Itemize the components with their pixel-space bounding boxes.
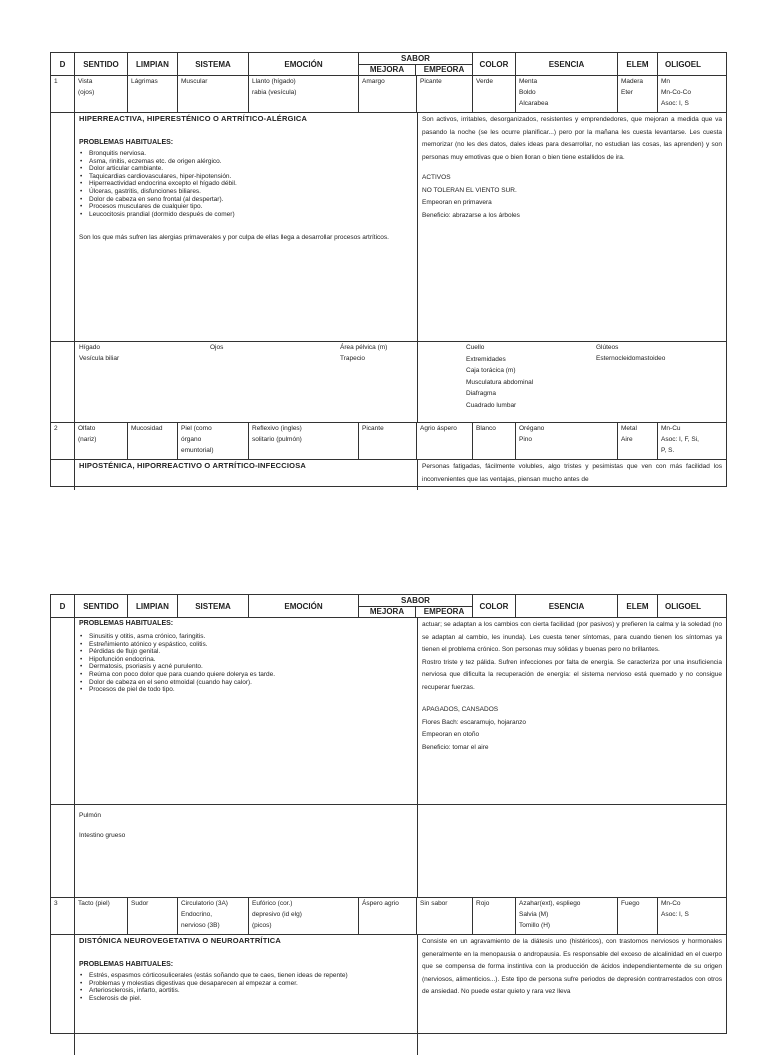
section-title: HIPERREACTIVA, HIPERESTÉNICO O ARTRÍTICO-ALÉRGICA <box>79 114 308 123</box>
table-header <box>51 53 726 76</box>
header-elem: ELEM <box>618 53 658 75</box>
section-1 <box>51 113 726 341</box>
section-title: DISTÓNICA NEUROVEGETATIVA O NEUROARTRÍTICA <box>79 936 282 945</box>
viento-label: NO TOLERAN EL VIENTO SUR. <box>422 186 517 194</box>
list-item: • Procesos musculares de cualquier tipo. <box>85 203 413 211</box>
list-item: • Procesos de piel de todo tipo. <box>85 686 413 694</box>
organ-colon: Intestino grueso <box>79 832 126 839</box>
list-item: • Dolor de cabeza en el seno etmoidal (cuando hay calor). <box>85 679 413 687</box>
table-page-1 <box>50 52 727 487</box>
header-mejora: MEJORA <box>359 65 416 76</box>
list-item: • Estrés, espasmos córticosulicerales (estás soñando que te caes, tienen ideas de repente) <box>85 972 413 980</box>
organs-row-2 <box>51 804 726 897</box>
header-esencia: ESENCIA <box>516 53 618 75</box>
description-text: Consiste en un agravamiento de la diátesis uno (histéricos), con trastornos nerviosos y hormonales generalmente en la menopausia o andropausia. Es responsable del exceso de alcalinidad en el cuerpo que se compensa de forma instintiva con la producción de ácidos independientemente de su origen (nerviosos, alimenticios...). Este tipo de persona sufre periodos de depresión contrarrestados con otros de ansiedad. No puede estar quieto y rara vez lleva <box>422 938 722 995</box>
section-title: HIPOSTÉNICA, HIPORREACTIVO O ARTRÍTICO-INFECCIOSA <box>79 461 307 470</box>
activos-label: ACTIVOS <box>422 174 451 181</box>
list-item: • Pérdidas de flujo genital. <box>85 648 413 656</box>
list-item: • Leucocitosis prandial (dormido después de comer) <box>85 211 413 219</box>
organs-row-1 <box>51 341 726 422</box>
section-3 <box>51 935 726 1055</box>
organ-lung: Pulmón <box>79 812 102 819</box>
problems-title: PROBLEMAS HABITUALES: <box>79 620 174 627</box>
header-limpian: LIMPIAN <box>128 53 178 75</box>
list-item: • Sinusitis y otitis, asma crónico, faringitis. <box>85 633 413 641</box>
header-sabor: SABOR MEJORA EMPEORA <box>359 53 473 75</box>
list-item: • Arteriosclerosis, infarto, aortitis. <box>85 987 413 995</box>
description-text: Son activos, irritables, desorganizados, resistentes y emprendedores, que mejoran a medida que va pasando la noche (se les ocurre planificar...) pero por la mañana les cuesta levantarse. Les cuesta memorizar (no les des datos, dales ideas para desarrollar, no estudian las cosas, las aprenden) y son personas muy emotivas que o bien lloran o bien tiene estallidos de ira. <box>422 116 722 161</box>
header-oligoel: OLIGOEL <box>665 59 701 69</box>
list-item: • Dolor de cabeza en seno frontal (al despertar). <box>85 196 413 204</box>
table-row-1: 1 Vista (ojos) Lágrimas Muscular Llanto (hígado) rabia (vesícula) Amargo Picante Verde Menta Boldo Alcarabea Madera Eter Mn Mn-Co-Co Asoc: I, S <box>51 76 726 113</box>
organ-eyes: Ojos <box>210 344 224 351</box>
table-row-3: 3 Tacto (piel) Sudor Circulatorio (3A) Endocrino, nervioso (3B) Eufórico (cor.) depresivo (id elg) (picos) Áspero agrio Sin sabor Rojo Azahar(ext), espliego Salvia (M) Tomillo (H) Fuego Mn-Co Asoc: I, S <box>51 897 726 935</box>
header-color: COLOR <box>473 53 516 75</box>
header-sistema: SISTEMA <box>178 53 249 75</box>
header-emocion: EMOCIÓN <box>249 53 359 75</box>
list-item: • Estreñimiento atónico y espástico, colitis. <box>85 641 413 649</box>
table-page-2 <box>50 594 727 1034</box>
apagados-label: APAGADOS, CANSADOS <box>422 706 499 713</box>
list-item: • Úlceras, gastritis, disfunciones biliares. <box>85 188 413 196</box>
empeoran-text: Empeoran en otoño <box>422 731 480 738</box>
flores-text: Flores Bach: escaramujo, hojaranzo <box>422 718 527 726</box>
organ-list: Cuello Extremidades Caja torácica (m) Musculatura abdominal Diafragma Cuadrado lumbar <box>466 344 534 409</box>
beneficio-text: Beneficio: tomar el aire <box>422 743 489 751</box>
problems-title: PROBLEMAS HABITUALES: <box>79 139 174 146</box>
list-item: • Taquicardias cardiovasculares, hiper-hipotensión. <box>85 173 413 181</box>
list-item: • Hipofunción endocrina. <box>85 656 413 664</box>
list-item: • Dermatosis, psoriasis y acné purulento. <box>85 663 413 671</box>
beneficio-text: Beneficio: abrazarse a los árboles <box>422 211 520 219</box>
list-item: • Asma, rinitis, eczemas etc. de origen alérgico. <box>85 158 413 166</box>
empeoran-text: Empeoran en primavera <box>422 199 492 206</box>
list-item: • Reúma con poco dolor que para cuando quiere dolerya es tarde. <box>85 671 413 679</box>
problems-list <box>79 633 413 694</box>
problems-title: PROBLEMAS HABITUALES: <box>79 961 174 968</box>
section-2-continued <box>51 618 726 804</box>
organ-gluteos: Glúteos Esternocleidomastoideo <box>596 344 666 362</box>
organ-liver: Hígado Vesícula biliar <box>79 344 120 362</box>
description-text: actuar; se adaptan a los cambios con cierta facilidad (por pasivos) y prefieren la calma y la soledad (no se adaptan al cambio, les inunda). Les cuesta tener síntomas, para cuando tienen los síntomas ya tienen el problema crónico. Son personas muy sólidas y buenas pero no brillantes. Rostro triste y tez pálida. Sufren infecciones por falta de energía. Se caracteriza por una insuficiencia nerviosa que dificulta la recuperación de energía: el sistema nervioso está quemado y no consigue recuperar fuerzas. <box>422 621 722 691</box>
list-item: • Esclerosis de piel. <box>85 995 413 1003</box>
description-text: Personas fatigadas, fácilmente volubles, algo tristes y pesimistas que ven con más facilidad los inconvenientes que las ventajas, piensan mucho antes de <box>422 463 722 483</box>
table-row-2: 2 Olfato (nariz) Mucosidad Piel (como órgano emuntorial) Reflexivo (ingles) solitario (pulmón) Picante Agrio áspero Blanco Orégano Pino Metal Aire Mn-Cu Asoc: I, F, Si, P, S. <box>51 422 726 460</box>
header-empeora: EMPEORA <box>423 65 465 75</box>
note-text: Son los que más sufren las alergias primaverales y por culpa de ellas llega a desarrollar procesos artríticos. <box>79 234 389 242</box>
list-item: • Problemas y molestias digestivas que desaparecen al empezar a comer. <box>85 980 413 988</box>
section-2-start <box>51 460 726 490</box>
list-item: • Bronquitis nerviosa. <box>85 150 413 158</box>
header-sentido: SENTIDO <box>75 53 128 75</box>
list-item: • Dolor articular cambiante. <box>85 165 413 173</box>
problems-list <box>79 150 413 218</box>
header-d: D <box>51 53 75 75</box>
list-item: • Hiperreactividad endocrina excepto el hígado débil. <box>85 180 413 188</box>
problems-list <box>79 972 413 1002</box>
table-header: D SENTIDO LIMPIAN SISTEMA EMOCIÓN SABOR MEJORA EMPEORA COLOR ESENCIA ELEM OLIGOEL <box>51 595 726 618</box>
organ-pelvic: Área pélvica (m) Trapecio <box>340 344 388 362</box>
